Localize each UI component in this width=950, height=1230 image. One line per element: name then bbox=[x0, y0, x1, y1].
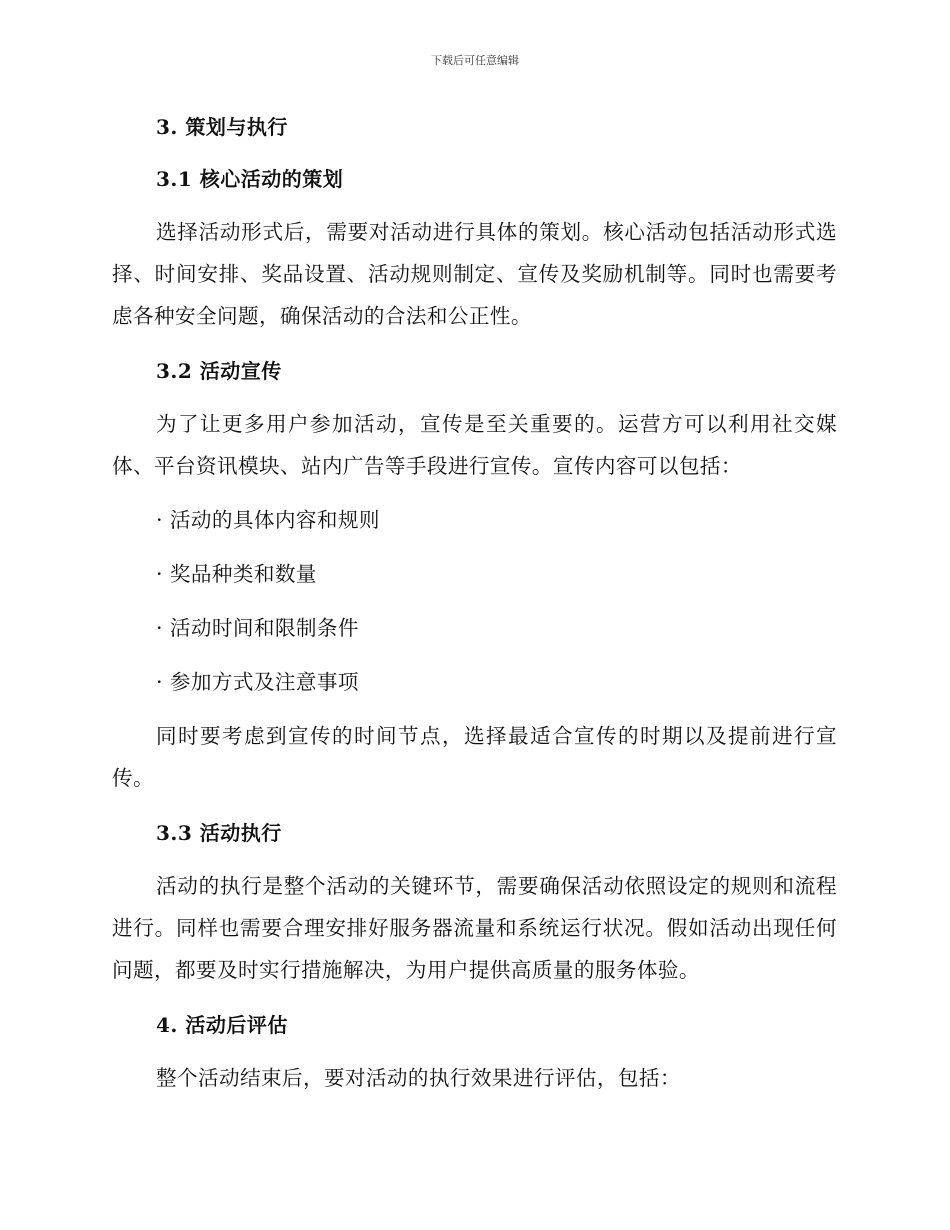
section-3-1-paragraph: 选择活动形式后，需要对活动进行具体的策划。核心活动包括活动形式选择、时间安排、奖品设置、活动规则制定、宣传及奖励机制等。同时也需要考虑各种安全问题，确保活动的合法和公正性。 bbox=[112, 220, 837, 328]
bullet-item: · 参加方式及注意事项 bbox=[156, 670, 359, 694]
bullet-item: · 奖品种类和数量 bbox=[156, 562, 317, 586]
section-3-3-paragraph: 活动的执行是整个活动的关键环节，需要确保活动依照设定的规则和流程进行。同样也需要合理安排好服务器流量和系统运行状况。假如活动出现任何问题，都要及时实行措施解决，为用户提供高质量的服务体验。 bbox=[112, 874, 837, 982]
document-body bbox=[112, 107, 837, 1099]
section-4-paragraph: 整个活动结束后，要对活动的执行效果进行评估，包括： bbox=[156, 1066, 681, 1090]
bullet-item: · 活动的具体内容和规则 bbox=[156, 508, 380, 532]
section-3-3-heading: 3.3 活动执行 bbox=[156, 821, 282, 845]
section-3-heading: 3. 策划与执行 bbox=[156, 115, 288, 139]
section-4-heading: 4. 活动后评估 bbox=[156, 1013, 288, 1037]
bullet-item: · 活动时间和限制条件 bbox=[156, 616, 359, 640]
section-3-2-paragraph-2: 同时要考虑到宣传的时间节点，选择最适合宣传的时期以及提前进行宣传。 bbox=[112, 724, 837, 790]
section-3-1-heading: 3.1 核心活动的策划 bbox=[156, 167, 344, 191]
section-3-2-heading: 3.2 活动宣传 bbox=[156, 359, 282, 383]
header-note: 下载后可任意编辑 bbox=[431, 54, 519, 67]
section-3-2-paragraph: 为了让更多用户参加活动，宣传是至关重要的。运营方可以利用社交媒体、平台资讯模块、站内广告等手段进行宣传。宣传内容可以包括： bbox=[112, 412, 837, 478]
